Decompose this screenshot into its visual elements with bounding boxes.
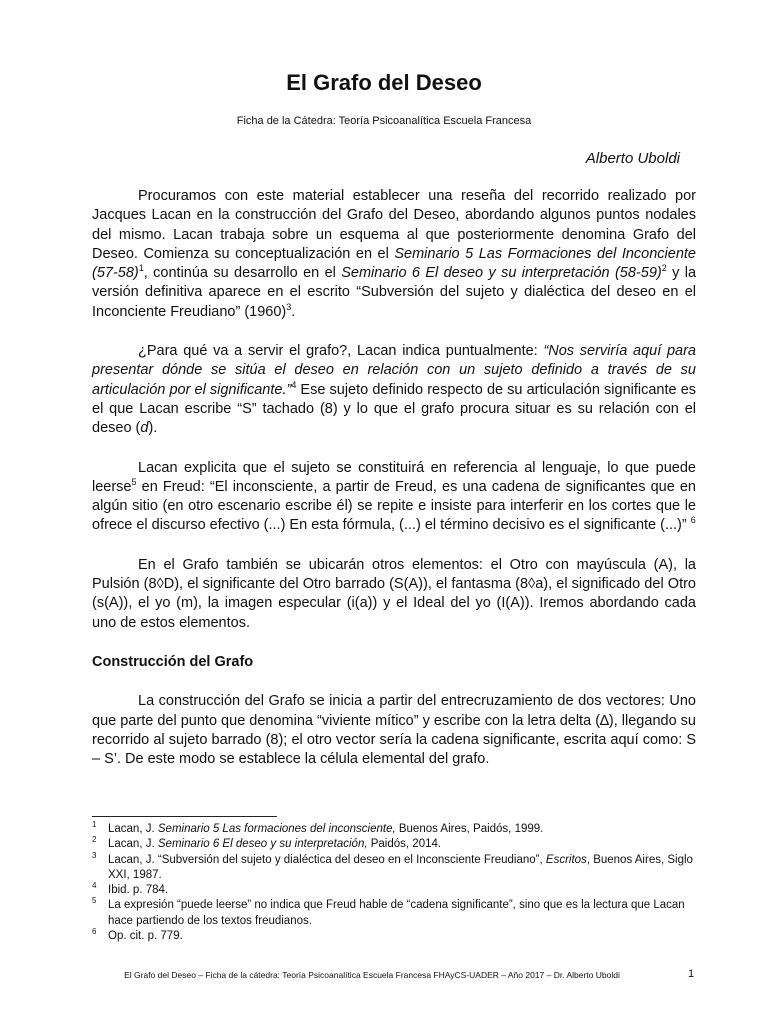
paragraph-elements: En el Grafo también se ubicarán otros elementos: el Otro con mayúscula (A), la Pulsión (8◊D), el significante del Otro barrado (S(A)), el fantasma (8◊a), el significado del Otro (s(A)), el yo (m), la imagen especular (i(a)) y el Ideal del yo (I(A)). Iremos abordando cada uno de estos elementos. bbox=[92, 556, 696, 631]
document-title: El Grafo del Deseo bbox=[286, 70, 482, 95]
footnote-ref-4: 4 bbox=[291, 379, 297, 390]
footnote-ref-2: 2 bbox=[661, 263, 667, 274]
page-number: 1 bbox=[688, 968, 695, 980]
section-heading: Construcción del Grafo bbox=[92, 653, 254, 670]
paragraph-intro: Procuramos con este material establecer una reseña del recorrido realizado por Jacques Lacan en la construcción del Grafo del Deseo, abordando algunos puntos nodales del mismo. Lacan trabaja sobre un esquema al que posteriormente denomina Grafo del Deseo. Comienza su conceptualización en el Seminario 5 Las Formaciones del Inconciente $(57-58)^1$, continúa su desarrollo en el Seminario 6 El deseo y su interpretación $(58-59)^2$ y la versión definitiva aparece en el escrito “Subversión del sujeto y dialéctica del deseo en el Inconciente Freudiano” $(1960)^3$. bbox=[92, 188, 697, 320]
footnote: $^4$ Ibid. p. 784. bbox=[92, 881, 169, 897]
footnote-ref-6: 6 bbox=[690, 515, 696, 526]
footnote: $^2$ Lacan, J. Seminario 6 El deseo y su interpretación, Paidós, 2014. bbox=[92, 835, 442, 851]
footnotes bbox=[92, 822, 704, 944]
author-name: Alberto Uboldi bbox=[585, 150, 680, 167]
footnote: $^5$ La expresión “puede leerse” no indica que Freud hable de “cadena significante”, sino que es la lectura que Lacan hace partiendo de los textos freudianos. bbox=[92, 896, 685, 927]
footnote: $^1$ Lacan, J. Seminario 5 Las formaciones del inconsciente, Buenos Aires, Paidós, 1999. bbox=[92, 820, 544, 835]
footnote: $^6$ Op. cit. p. 779. bbox=[92, 927, 183, 943]
paragraph-construction: La construcción del Grafo se inicia a partir del entrecruzamiento de dos vectores: Uno que parte del punto que denomina “viviente mítico” y escribe con la letra delta (∆), llegando su recorrido al sujeto barrado (8); el otro vector sería la cadena significante, escrita aquí como: S – S’. De este modo se establece la célula elemental del grafo. bbox=[92, 693, 696, 768]
document-subtitle: Ficha de la Cátedra: Teoría Psicoanalítica Escuela Francesa bbox=[236, 115, 532, 127]
document-body bbox=[92, 187, 696, 769]
paragraph-language: Lacan explicita que el sujeto se constituirá en referencia al lenguaje, lo que puede leerse$^5$ en Freud: “El inconsciente, a partir de Freud, es una cadena de significantes que en algún sitio (en otro escenario escribe él) se repite e insiste para interferir en los cortes que le ofrece el discurso efectivo (...) En esta fórmula, (...) el término decisivo es el significante (...)” $^6$ bbox=[92, 459, 696, 534]
footnote-ref-5: 5 bbox=[131, 477, 137, 488]
footnote-separator bbox=[92, 816, 277, 817]
page-footer: El Grafo del Deseo – Ficha de la cátedra: Teoría Psicoanalítica Escuela Francesa FHAyCS-UADER – Año 2017 – Dr. Alberto Uboldi bbox=[124, 970, 620, 980]
footnote: $^3$ Lacan, J. “Subversión del sujeto y dialéctica del deseo en el Inconsciente Freudiano”, Escritos, Buenos Aires, Siglo XXI, 1987. bbox=[92, 850, 693, 881]
footnote-ref-3: 3 bbox=[286, 301, 292, 312]
paragraph-grafo-purpose: ¿Para qué va a servir el grafo?, Lacan indica puntualmente: “Nos serviría aquí para presentar dónde se sitúa el deseo en relación con un sujeto definido a través de su articulación por el significante.”$^4$ Ese sujeto definido respecto de su articulación significante es el que Lacan escribe “S” tachado (8) y lo que el grafo procura situar es su relación con el deseo (d). bbox=[92, 343, 697, 437]
footnote-ref-1: 1 bbox=[138, 263, 144, 274]
